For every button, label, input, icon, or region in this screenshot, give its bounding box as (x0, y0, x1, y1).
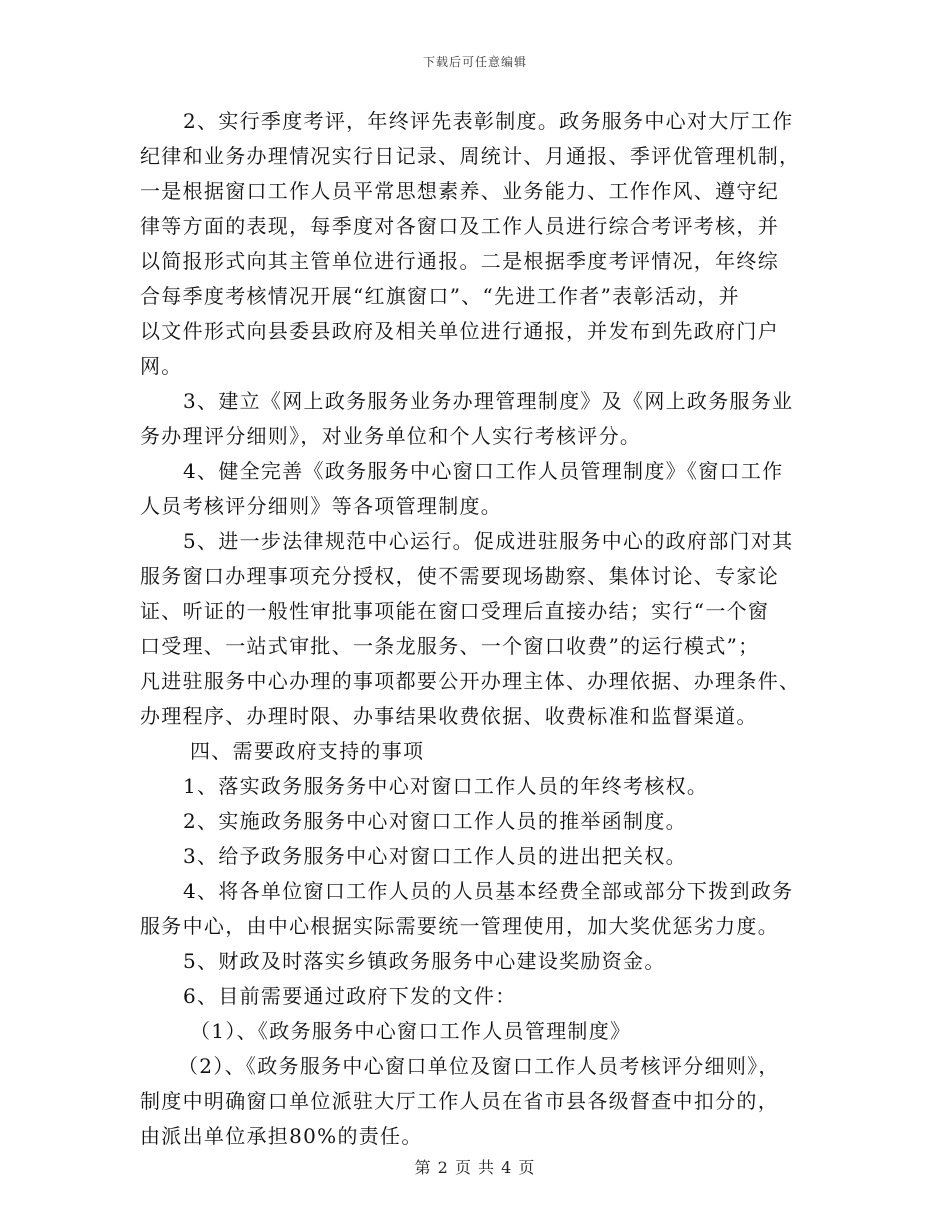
paragraph-line: （2）、《政务服务中心窗口单位及窗口工作人员考核评分细则》， (178, 1054, 780, 1078)
page-header-note: 下载后可任意编辑 (422, 55, 527, 69)
paragraph-line: 2、实施政务服务中心对窗口工作人员的推举函制度。 (183, 809, 687, 833)
paragraph-line: 人员考核评分细则》等各项管理制度。 (140, 494, 503, 518)
paragraph-line: 证、听证的一般性审批事项能在窗口受理后直接办结；实行“一个窗 (140, 599, 770, 623)
paragraph-line: 3、给予政务服务中心对窗口工作人员的进出把关权。 (183, 844, 687, 868)
paragraph-line: 1、落实政务服务务中心对窗口工作人员的年终考核权。 (183, 774, 709, 798)
paragraph-line: 纪律和业务办理情况实行日记录、周统计、月通报、季评优管理机制， (140, 144, 801, 168)
page-number-footer: 第 2 页 共 4 页 (414, 1158, 536, 1177)
paragraph-line: 5、进一步法律规范中心运行。促成进驻服务中心的政府部门对其 (183, 529, 794, 553)
paragraph-line: 2、实行季度考评，年终评先表彰制度。政务服务中心对大厅工作 (183, 109, 794, 133)
paragraph-line: 6、目前需要通过政府下发的文件： (183, 984, 517, 1008)
paragraph-line: 服务中心，由中心根据实际需要统一管理使用，加大奖优惩劣力度。 (140, 914, 779, 938)
paragraph-line: 一是根据窗口工作人员平常思想素养、业务能力、工作作风、遵守纪 (140, 179, 779, 203)
document-body (140, 104, 820, 1154)
paragraph-line: 制度中明确窗口单位派驻大厅工作人员在省市县各级督查中扣分的， (140, 1089, 779, 1113)
paragraph-line: 办理程序、办理时限、办事结果收费依据、收费标准和监督渠道。 (140, 704, 758, 728)
paragraph-line: 由派出单位承担80%的责任。 (140, 1124, 423, 1148)
paragraph-line: 凡进驻服务中心办理的事项都要公开办理主体、办理依据、办理条件、 (140, 669, 801, 693)
paragraph-line: 口受理、一站式审批、一条龙服务、一个窗口收费”的运行模式”； (140, 634, 760, 658)
paragraph-line: 服务窗口办理事项充分授权，使不需要现场勘察、集体讨论、专家论 (140, 564, 779, 588)
paragraph-line: 网。 (140, 354, 183, 378)
paragraph-line: 务办理评分细则》，对业务单位和个人实行考核评分。 (140, 424, 642, 448)
paragraph-line: 4、将各单位窗口工作人员的人员基本经费全部或部分下拨到政务 (183, 879, 794, 903)
section-heading: 四、需要政府支持的事项 (190, 739, 425, 763)
paragraph-line: 以简报形式向其主管单位进行通报。二是根据季度考评情况，年终综 (140, 249, 779, 273)
paragraph-line: 律等方面的表现，每季度对各窗口及工作人员进行综合考评考核，并 (140, 214, 779, 238)
paragraph-line: 以文件形式向县委县政府及相关单位进行通报，并发布到先政府门户 (140, 319, 779, 343)
paragraph-line: 5、财政及时落实乡镇政务服务中心建设奖励资金。 (183, 949, 666, 973)
paragraph-line: 合每季度考核情况开展“红旗窗口”、“先进工作者”表彰活动，并 (140, 284, 740, 308)
paragraph-line: 3、建立《网上政务服务业务办理管理制度》及《网上政务服务业 (183, 389, 794, 413)
paragraph-line: （1）、《政务服务中心窗口工作人员管理制度》 (190, 1019, 632, 1043)
paragraph-line: 4、健全完善《政务服务中心窗口工作人员管理制度》《窗口工作 (183, 459, 784, 483)
